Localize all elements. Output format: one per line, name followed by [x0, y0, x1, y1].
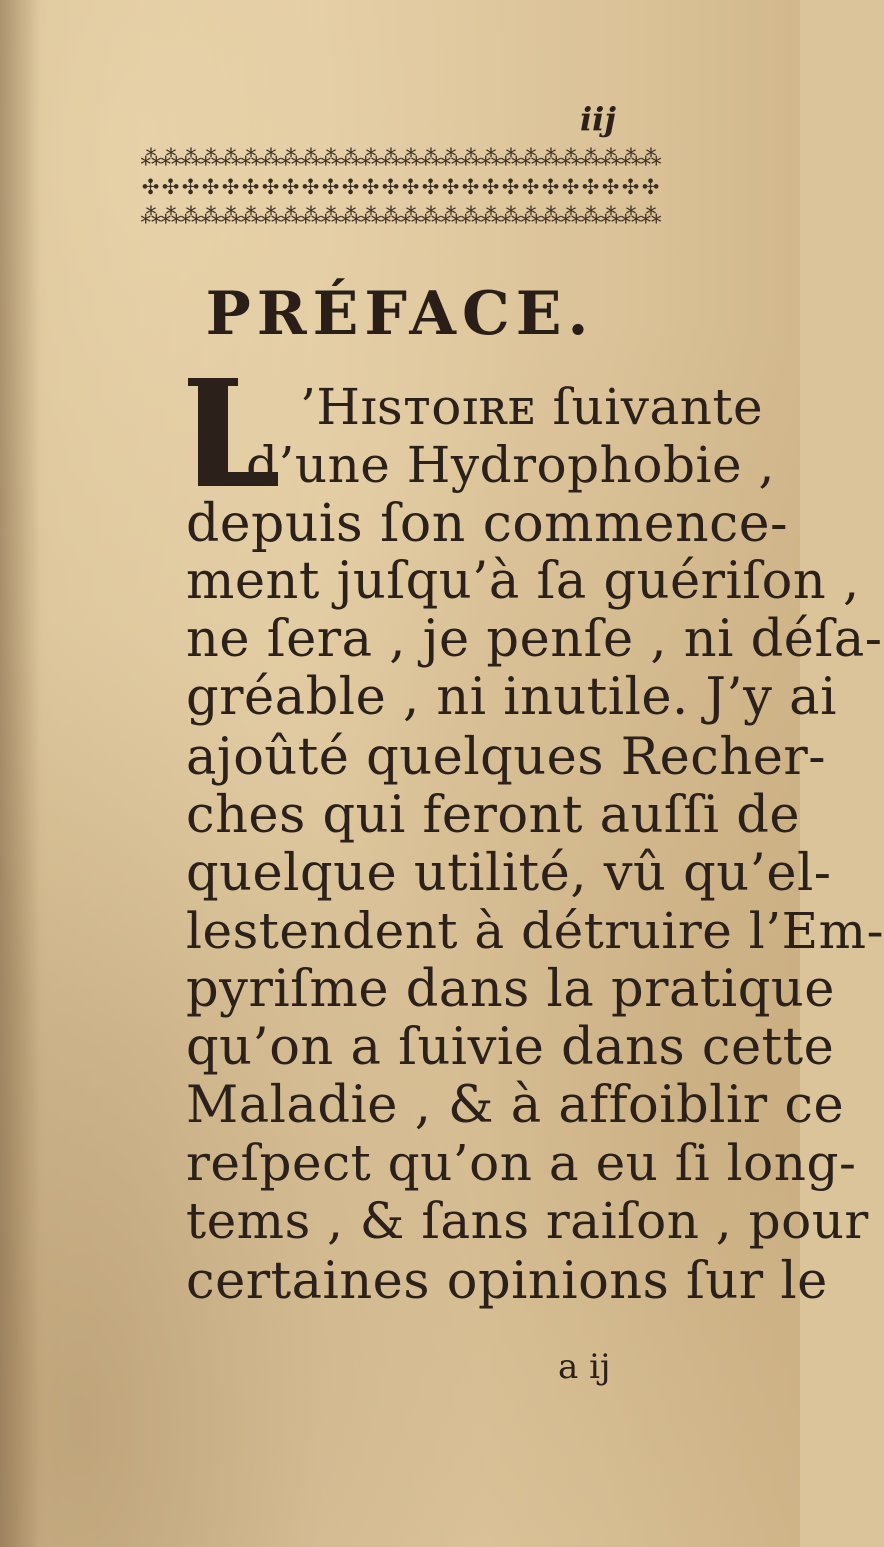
ornament-glyph: ⁂ — [420, 204, 440, 228]
text-line: ’Hɪsᴛᴏɪʀᴇ ſuivante — [300, 378, 764, 436]
ornament-glyph: ⁂ — [580, 146, 600, 170]
text-line: ches qui feront auſſi de — [186, 786, 801, 845]
ornament-glyph: ✣ — [181, 175, 199, 199]
text-line: lestendent à détruire l’Em- — [186, 902, 884, 960]
ornament-glyph: ✣ — [521, 175, 539, 199]
text-line: ne ſera , je penſe , ni déſa- — [186, 610, 883, 669]
ornament-glyph: ⁂ — [180, 146, 200, 170]
text-line: ajoûté quelques Recher- — [186, 728, 826, 787]
ornament-glyph: ⁂ — [440, 146, 460, 170]
ornament-glyph: ⁂ — [600, 146, 620, 170]
ornament-glyph: ⁂ — [160, 204, 180, 228]
ornament-glyph: ✣ — [461, 175, 479, 199]
ornament-glyph: ⁂ — [260, 204, 280, 228]
ornament-glyph: ⁂ — [260, 146, 280, 170]
ornament-glyph: ⁂ — [180, 204, 200, 228]
ornament-glyph: ✣ — [401, 175, 419, 199]
ornament-glyph: ✣ — [601, 175, 619, 199]
ornament-glyph: ⁂ — [360, 204, 380, 228]
ornament-glyph: ⁂ — [300, 204, 320, 228]
signature-mark: a ij — [558, 1347, 611, 1387]
ornament-glyph: ⁂ — [460, 204, 480, 228]
ornament-glyph: ✣ — [421, 175, 439, 199]
ornament-glyph: ⁂ — [400, 146, 420, 170]
ornament-glyph: ✣ — [321, 175, 339, 199]
ornament-glyph: ⁂ — [500, 146, 520, 170]
ornament-glyph: ⁂ — [140, 146, 160, 170]
ornament-glyph: ⁂ — [380, 146, 400, 170]
ornament-glyph: ✣ — [201, 175, 219, 199]
ornament-glyph: ⁂ — [280, 146, 300, 170]
ornament-glyph: ⁂ — [640, 204, 660, 228]
ornament-glyph: ⁂ — [240, 146, 260, 170]
page-title: PRÉFACE. — [205, 279, 595, 349]
text-line: gréable , ni inutile. J’y ai — [186, 668, 837, 727]
ornament-glyph: ✣ — [381, 175, 399, 199]
ornament-glyph: ⁂ — [320, 146, 340, 170]
ornament-glyph: ✣ — [481, 175, 499, 199]
text-line: Maladie , & à affoiblir ce — [186, 1076, 845, 1135]
text-line: quelque utilité, vû qu’el- — [186, 844, 832, 903]
ornament-glyph: ✣ — [581, 175, 599, 199]
ornament-glyph: ⁂ — [160, 146, 180, 170]
ornament-glyph: ✣ — [541, 175, 559, 199]
ornament-glyph: ✣ — [221, 175, 239, 199]
text-line: reſpect qu’on a eu ſi long- — [186, 1134, 857, 1192]
ornament-glyph: ⁂ — [540, 204, 560, 228]
ornament-glyph: ⁂ — [220, 204, 240, 228]
ornament-glyph: ✣ — [441, 175, 459, 199]
ornament-glyph: ✣ — [361, 175, 379, 199]
ornament-glyph: ✣ — [301, 175, 319, 199]
ornament-glyph: ⁂ — [560, 146, 580, 170]
ornament-glyph: ✣ — [161, 175, 179, 199]
ornament-glyph: ⁂ — [300, 146, 320, 170]
ornament-glyph: ✣ — [241, 175, 259, 199]
ornament-glyph: ⁂ — [200, 146, 220, 170]
ornament-glyph: ⁂ — [500, 204, 520, 228]
ornament-glyph: ⁂ — [140, 204, 160, 228]
text-line: d’une Hydrophobie , — [246, 436, 775, 494]
ornament-glyph: ✣ — [621, 175, 639, 199]
ornament-glyph: ⁂ — [420, 146, 440, 170]
text-line: tems , & ſans raiſon , pour — [186, 1192, 869, 1250]
ornament-glyph: ⁂ — [240, 204, 260, 228]
ornament-glyph: ⁂ — [620, 146, 640, 170]
ornament-glyph: ✣ — [341, 175, 359, 199]
ornament-glyph: ⁂ — [620, 204, 640, 228]
ornament-glyph: ✣ — [261, 175, 279, 199]
ornament-glyph: ✣ — [641, 175, 659, 199]
ornament-glyph: ⁂ — [600, 204, 620, 228]
ornament-glyph: ⁂ — [580, 204, 600, 228]
ornament-glyph: ⁂ — [480, 204, 500, 228]
ornament-glyph: ⁂ — [200, 204, 220, 228]
ornament-glyph: ⁂ — [360, 146, 380, 170]
text-line: certaines opinions ſur le — [186, 1252, 828, 1311]
text-line: pyriſme dans la pratique — [186, 960, 835, 1019]
ornament-glyph: ⁂ — [220, 146, 240, 170]
ornament-glyph: ⁂ — [400, 204, 420, 228]
ornament-glyph: ⁂ — [440, 204, 460, 228]
page-number: iij — [580, 100, 616, 138]
text-line: depuis ſon commence- — [186, 494, 789, 554]
ornament-glyph: ⁂ — [460, 146, 480, 170]
ornament-glyph: ⁂ — [640, 146, 660, 170]
ornament-glyph: ⁂ — [520, 146, 540, 170]
ornament-glyph: ✣ — [141, 175, 159, 199]
ornament-glyph: ⁂ — [480, 146, 500, 170]
ornament-glyph: ✣ — [561, 175, 579, 199]
ornament-glyph: ✣ — [501, 175, 519, 199]
ornament-glyph: ⁂ — [340, 204, 360, 228]
ornament-glyph: ⁂ — [520, 204, 540, 228]
ornament-glyph: ⁂ — [540, 146, 560, 170]
ornament-glyph: ✣ — [281, 175, 299, 199]
ornament-glyph: ⁂ — [380, 204, 400, 228]
text-line: ment juſqu’à ſa guériſon , — [186, 552, 860, 611]
ornament-glyph: ⁂ — [560, 204, 580, 228]
text-line: qu’on a ſuivie dans cette — [186, 1018, 835, 1077]
ornament-glyph: ⁂ — [320, 204, 340, 228]
ornament-glyph: ⁂ — [280, 204, 300, 228]
ornament-glyph: ⁂ — [340, 146, 360, 170]
